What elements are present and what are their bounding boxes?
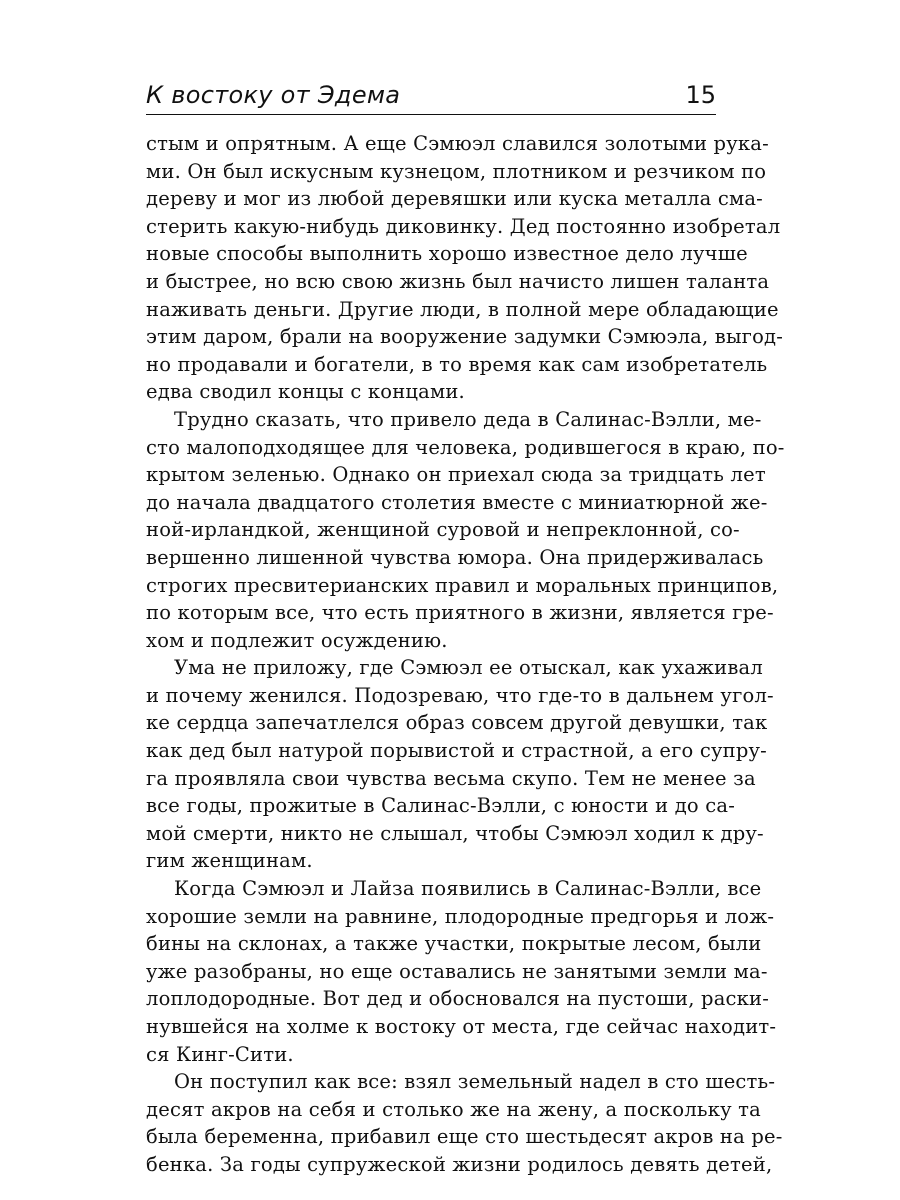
paragraph-1 bbox=[146, 130, 784, 406]
text-line: десят акров на себя и столько же на жену, а поскольку та bbox=[146, 1097, 761, 1121]
text-line: вершенно лишенной чувства юмора. Она придерживалась bbox=[146, 545, 764, 569]
text-line: Когда Сэмюэл и Лайза появились в Салинас-Вэлли, все bbox=[174, 877, 762, 901]
text-line: но продавали и богатели, в то время как сам изобретатель bbox=[146, 352, 768, 376]
text-line: была беременна, прибавил еще сто шестьдесят акров на ре- bbox=[146, 1125, 783, 1149]
text-line: дереву и мог из любой деревяшки или куска металла сма- bbox=[146, 187, 763, 211]
running-title: К востоку от Эдема bbox=[146, 81, 401, 109]
text-line: новые способы выполнить хорошо известное дело лучше bbox=[146, 242, 748, 266]
text-line: крытом зеленью. Однако он приехал сюда за тридцать лет bbox=[146, 463, 766, 487]
text-line: сто малоподходящее для человека, родившегося в краю, по- bbox=[146, 435, 785, 459]
text-line: хом и подлежит осуждению. bbox=[146, 628, 448, 652]
text-line: га проявляла свои чувства весьма скупо. Тем не менее за bbox=[146, 766, 756, 790]
text-line: наживать деньги. Другие люди, в полной мере обладающие bbox=[146, 297, 779, 321]
text-line: до начала двадцатого столетия вместе с миниатюрной же- bbox=[146, 490, 768, 514]
text-line: Трудно сказать, что привело деда в Салинас-Вэлли, ме- bbox=[174, 407, 762, 431]
paragraph-4 bbox=[146, 875, 777, 1068]
text-line: мой смерти, никто не слышал, чтобы Сэмюэл ходил к дру- bbox=[146, 821, 764, 845]
text-line: уже разобраны, но еще оставались не занятыми земли ма- bbox=[146, 959, 768, 983]
text-line: бенка. За годы супружеской жизни родилось девять детей, bbox=[146, 1152, 773, 1176]
text-line: бины на склонах, а также участки, покрытые лесом, были bbox=[146, 932, 762, 956]
text-line: ной-ирландкой, женщиной суровой и непреклонной, со- bbox=[146, 518, 740, 542]
text-line: лоплодородные. Вот дед и обосновался на пустоши, раски- bbox=[146, 987, 770, 1011]
text-line: стым и опрятным. А еще Сэмюэл славился золотыми рука- bbox=[146, 132, 769, 155]
text-line: ся Кинг-Сити. bbox=[146, 1042, 294, 1066]
header-rule bbox=[146, 114, 716, 115]
text-line: Ума не приложу, где Сэмюэл ее отыскал, как ухаживал bbox=[174, 656, 763, 680]
text-line: хорошие земли на равнине, плодородные предгорья и лож- bbox=[146, 904, 775, 928]
text-line: Он поступил как все: взял земельный надел в сто шесть- bbox=[174, 1070, 776, 1094]
text-line: по которым все, что есть приятного в жизни, является гре- bbox=[146, 601, 774, 625]
paragraph-5 bbox=[146, 1068, 783, 1178]
body-text bbox=[146, 130, 785, 1179]
page-number: 15 bbox=[685, 81, 716, 109]
text-line: строгих пресвитерианских правил и моральных принципов, bbox=[146, 573, 779, 597]
running-head bbox=[146, 80, 716, 114]
text-line: нувшейся на холме к востоку от места, где сейчас находит- bbox=[146, 1015, 777, 1038]
text-line: ми. Он был искусным кузнецом, плотником и резчиком по bbox=[146, 159, 767, 183]
paragraph-2 bbox=[146, 406, 785, 654]
text-line: ке сердца запечатлелся образ совсем другой девушки, так bbox=[146, 711, 768, 735]
text-line: этим даром, брали на вооружение задумки Сэмюэла, выгод- bbox=[146, 325, 784, 349]
text-line: стерить какую-нибудь диковинку. Дед постоянно изобретал bbox=[146, 214, 781, 238]
paragraph-3 bbox=[146, 654, 774, 875]
text-line: едва сводил концы с концами. bbox=[146, 380, 465, 404]
text-line: гим женщинам. bbox=[146, 849, 313, 873]
text-line: и почему женился. Подозреваю, что где-то в дальнем угол- bbox=[146, 683, 774, 707]
text-line: все годы, прожитые в Салинас-Вэлли, с юности и до са- bbox=[146, 794, 735, 818]
text-line: как дед был натурой порывистой и страстной, а его супру- bbox=[146, 739, 767, 763]
text-line: и быстрее, но всю свою жизнь был начисто лишен таланта bbox=[146, 269, 770, 293]
